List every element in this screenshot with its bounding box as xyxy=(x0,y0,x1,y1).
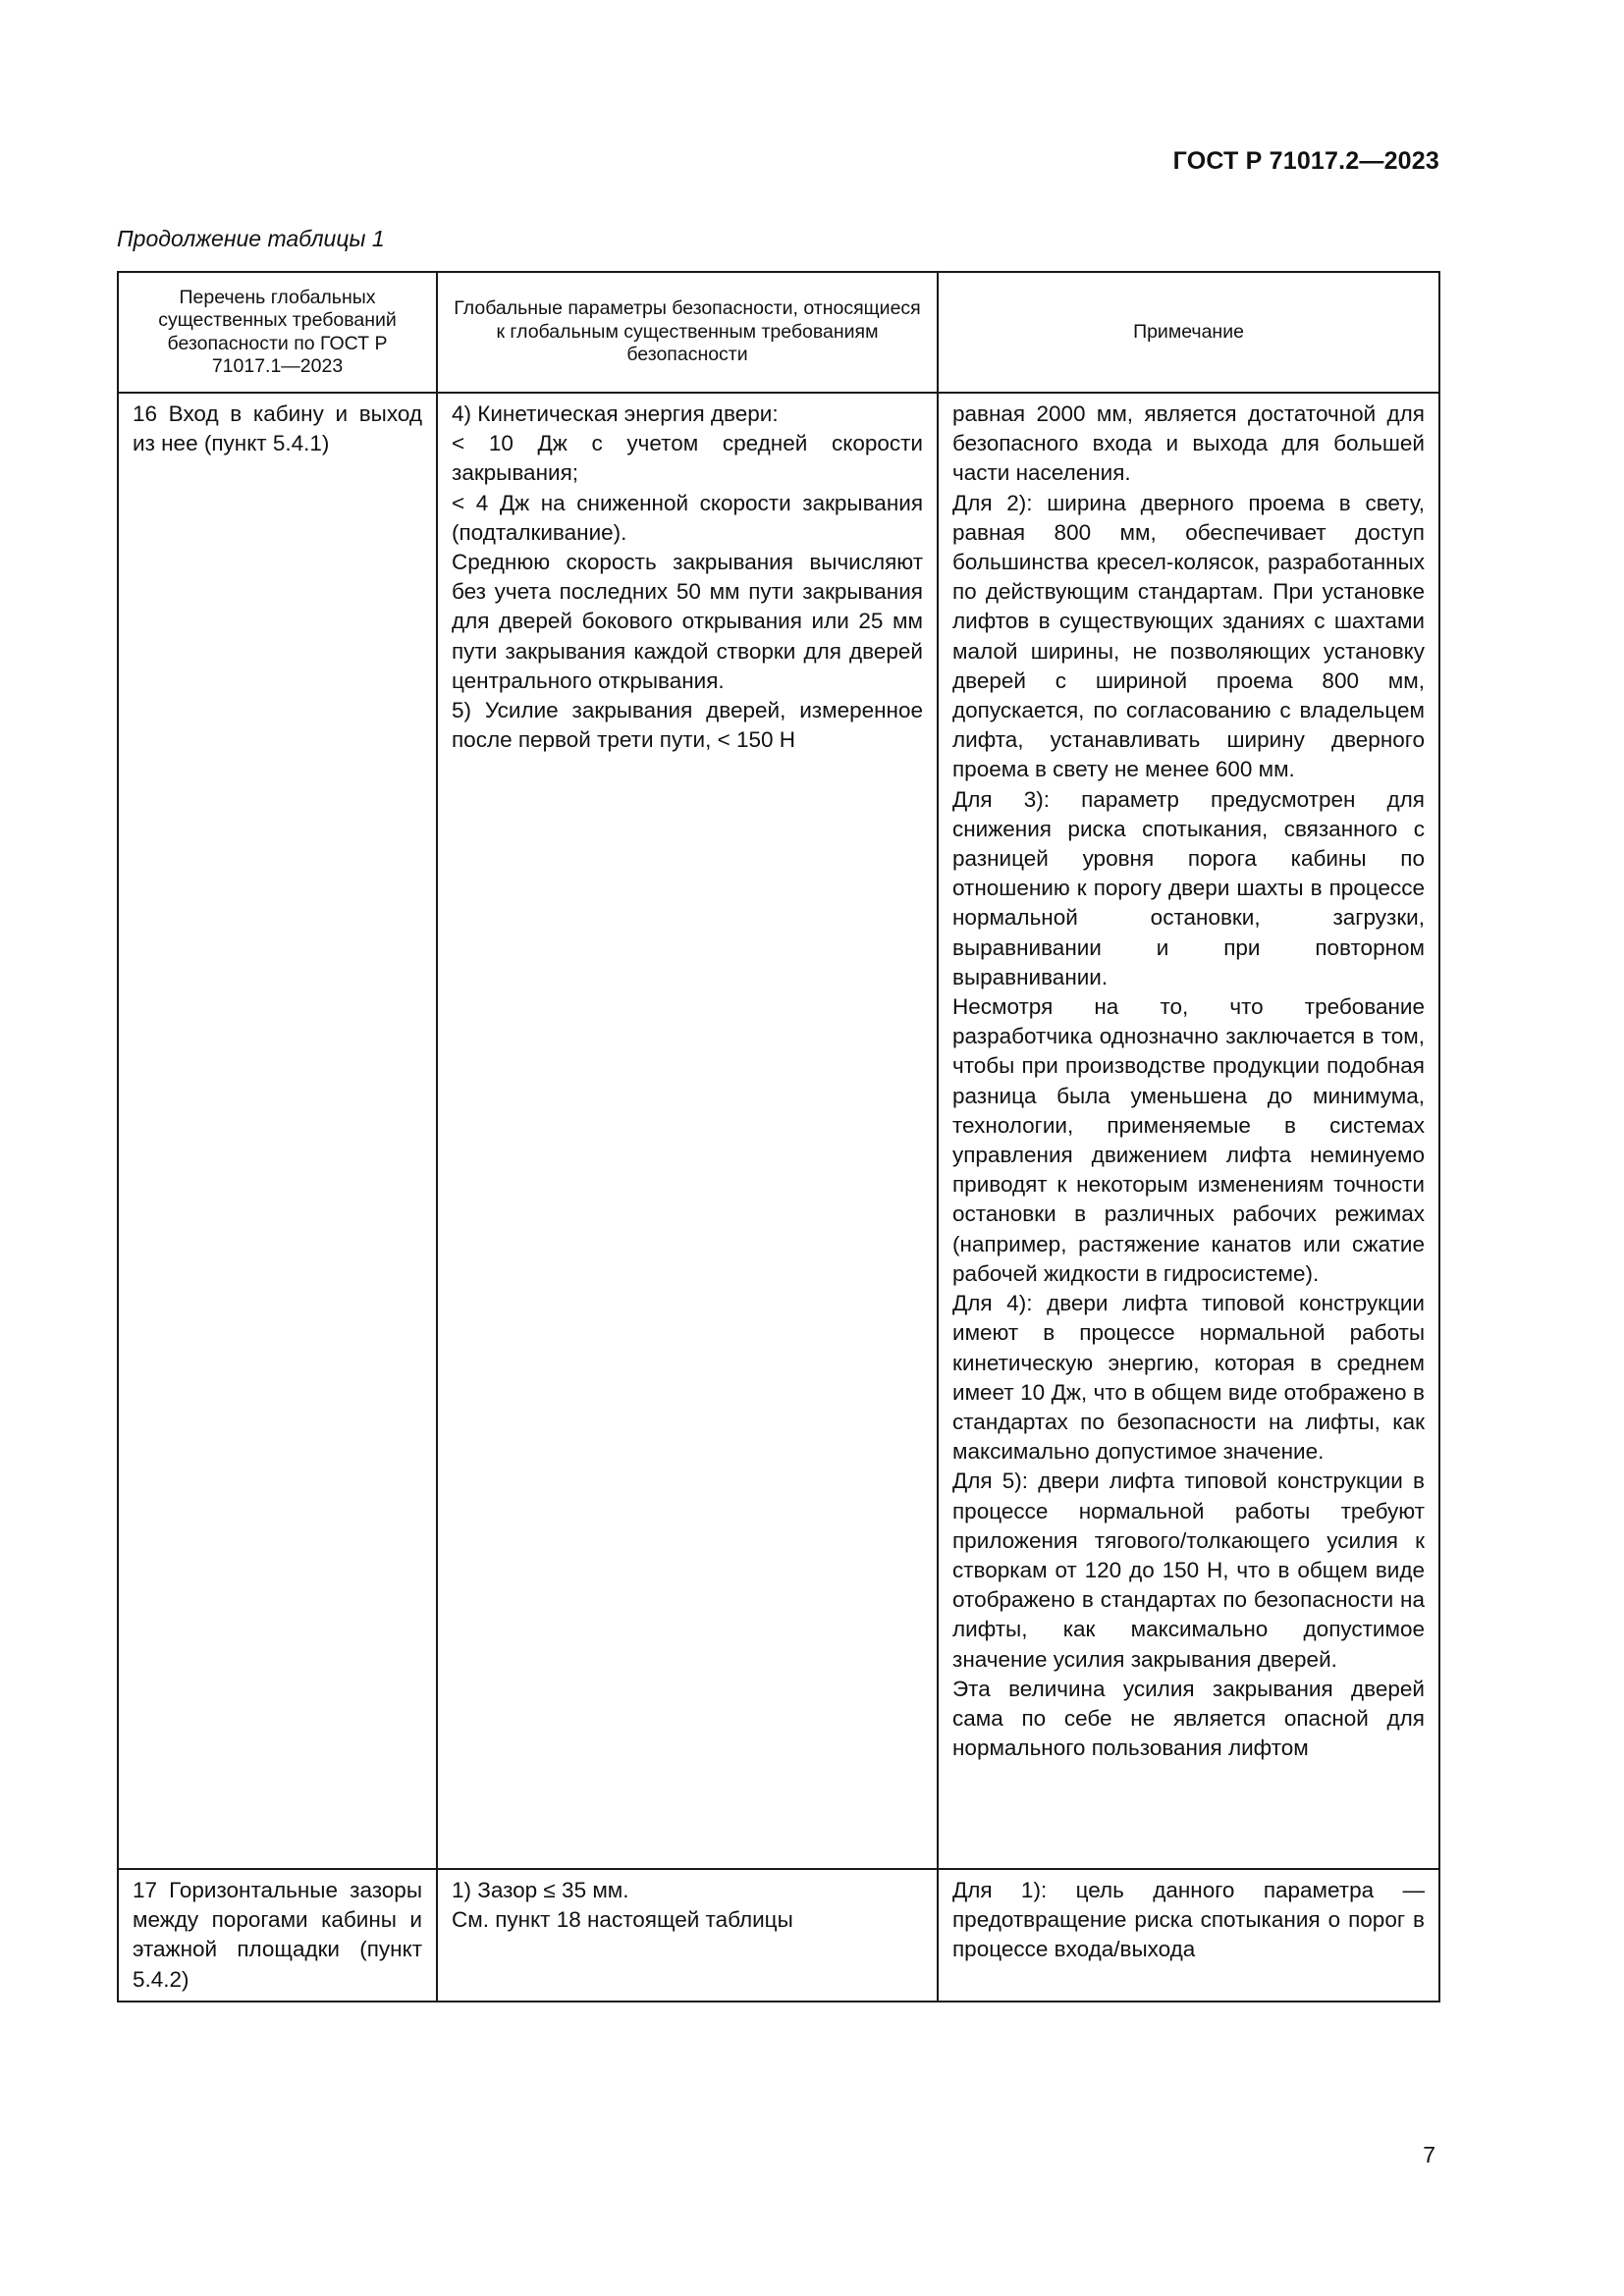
notes-cell xyxy=(938,1869,1439,2002)
parameters-cell xyxy=(437,1869,938,2002)
column-header-notes: Примечание xyxy=(938,272,1439,393)
column-header-parameters: Глобальные параметры безопасности, относящиеся к глобальным существенным требованиям безопасности xyxy=(437,272,938,393)
table-row xyxy=(118,1869,1439,2002)
parameter-line: См. пункт 18 настоящей таблицы xyxy=(452,1907,793,1933)
note-paragraph: Для 5): двери лифта типовой конструкции в процессе нормальной работы требуют приложения тягового/толкающего усилия к створкам от 120 до 150 Н, что в общем виде отображено в стандартах по безопасности на лифты, как максимально допустимое значение усилия закрывания дверей. xyxy=(952,1468,1425,1672)
note-paragraph: Несмотря на то, что требование разработчика однозначно заключается в том, чтобы при производстве продукции подобная разница была уменьшена до минимума, технологии, применяемые в системах управления движением лифта неминуемо приводят к некоторым изменениям точности остановки в различных рабочих режимах (например, растяжение канатов или сжатие рабочей жидкости в гидросистеме). xyxy=(952,994,1425,1286)
parameter-line: 4) Кинетическая энергия двери: xyxy=(452,401,779,426)
notes-cell xyxy=(938,393,1439,1869)
requirement-text: 16 Вход в кабину и выход из нее (пункт 5.4.1) xyxy=(133,401,422,456)
parameters-cell xyxy=(437,393,938,1869)
parameter-line: Среднюю скорость закрывания вычисляют без учета последних 50 мм пути закрывания для дверей бокового открывания или 25 мм пути закрывания каждой створки для дверей центрального открывания. xyxy=(452,550,923,693)
note-paragraph: Для 1): цель данного параметра — предотвращение риска спотыкания о порог в процессе входа/выхода xyxy=(952,1878,1425,1962)
note-paragraph: Для 3): параметр предусмотрен для снижения риска спотыкания, связанного с разницей уровня порога кабины по отношению к порогу двери шахты в процессе нормальной остановки, загрузки, выравнивании и при повторном выравнивании. xyxy=(952,786,1425,989)
parameter-line: < 10 Дж с учетом средней скорости закрывания; xyxy=(452,431,923,486)
parameter-line: < 4 Дж на сниженной скорости закрывания (подталкивание). xyxy=(452,490,923,545)
requirement-text: 17 Горизонтальные зазоры между порогами кабины и этажной площадки (пункт 5.4.2) xyxy=(133,1878,422,1992)
note-paragraph: Для 2): ширина дверного проема в свету, равная 800 мм, обеспечивает доступ большинства кресел-колясок, разработанных по действующим стандартам. При установке лифтов в существующих зданиях с шахтами малой ширины, не позволяющих установку дверей с шириной проема 800 мм, допускается, по согласованию с владельцем лифта, устанавливать ширину дверного проема в свету не менее 600 мм. xyxy=(952,490,1425,782)
note-paragraph: Эта величина усилия закрывания дверей сама по себе не является опасной для нормального пользования лифтом xyxy=(952,1676,1425,1761)
parameter-line: 1) Зазор ≤ 35 мм. xyxy=(452,1878,629,1902)
page-number: 7 xyxy=(1423,2142,1435,2167)
requirement-cell xyxy=(118,1869,437,2002)
requirements-table xyxy=(117,271,1440,2002)
column-header-requirements: Перечень глобальных существенных требований безопасности по ГОСТ Р 71017.1—2023 xyxy=(118,272,437,393)
table-continuation-caption: Продолжение таблицы 1 xyxy=(117,226,385,251)
document-code: ГОСТ Р 71017.2—2023 xyxy=(1172,147,1439,175)
table-row xyxy=(118,393,1439,1869)
note-paragraph: равная 2000 мм, является достаточной для безопасного входа и выхода для большей части населения. xyxy=(952,401,1425,486)
requirement-cell xyxy=(118,393,437,1869)
table-header-row xyxy=(118,272,1439,393)
note-paragraph: Для 4): двери лифта типовой конструкции имеют в процессе нормальной работы кинетическую энергию, которая в среднем имеет 10 Дж, что в общем виде отображено в стандартах по безопасности на лифты, как максимально допустимое значение. xyxy=(952,1291,1425,1465)
parameter-line: 5) Усилие закрывания дверей, измеренное после первой трети пути, < 150 Н xyxy=(452,698,923,753)
